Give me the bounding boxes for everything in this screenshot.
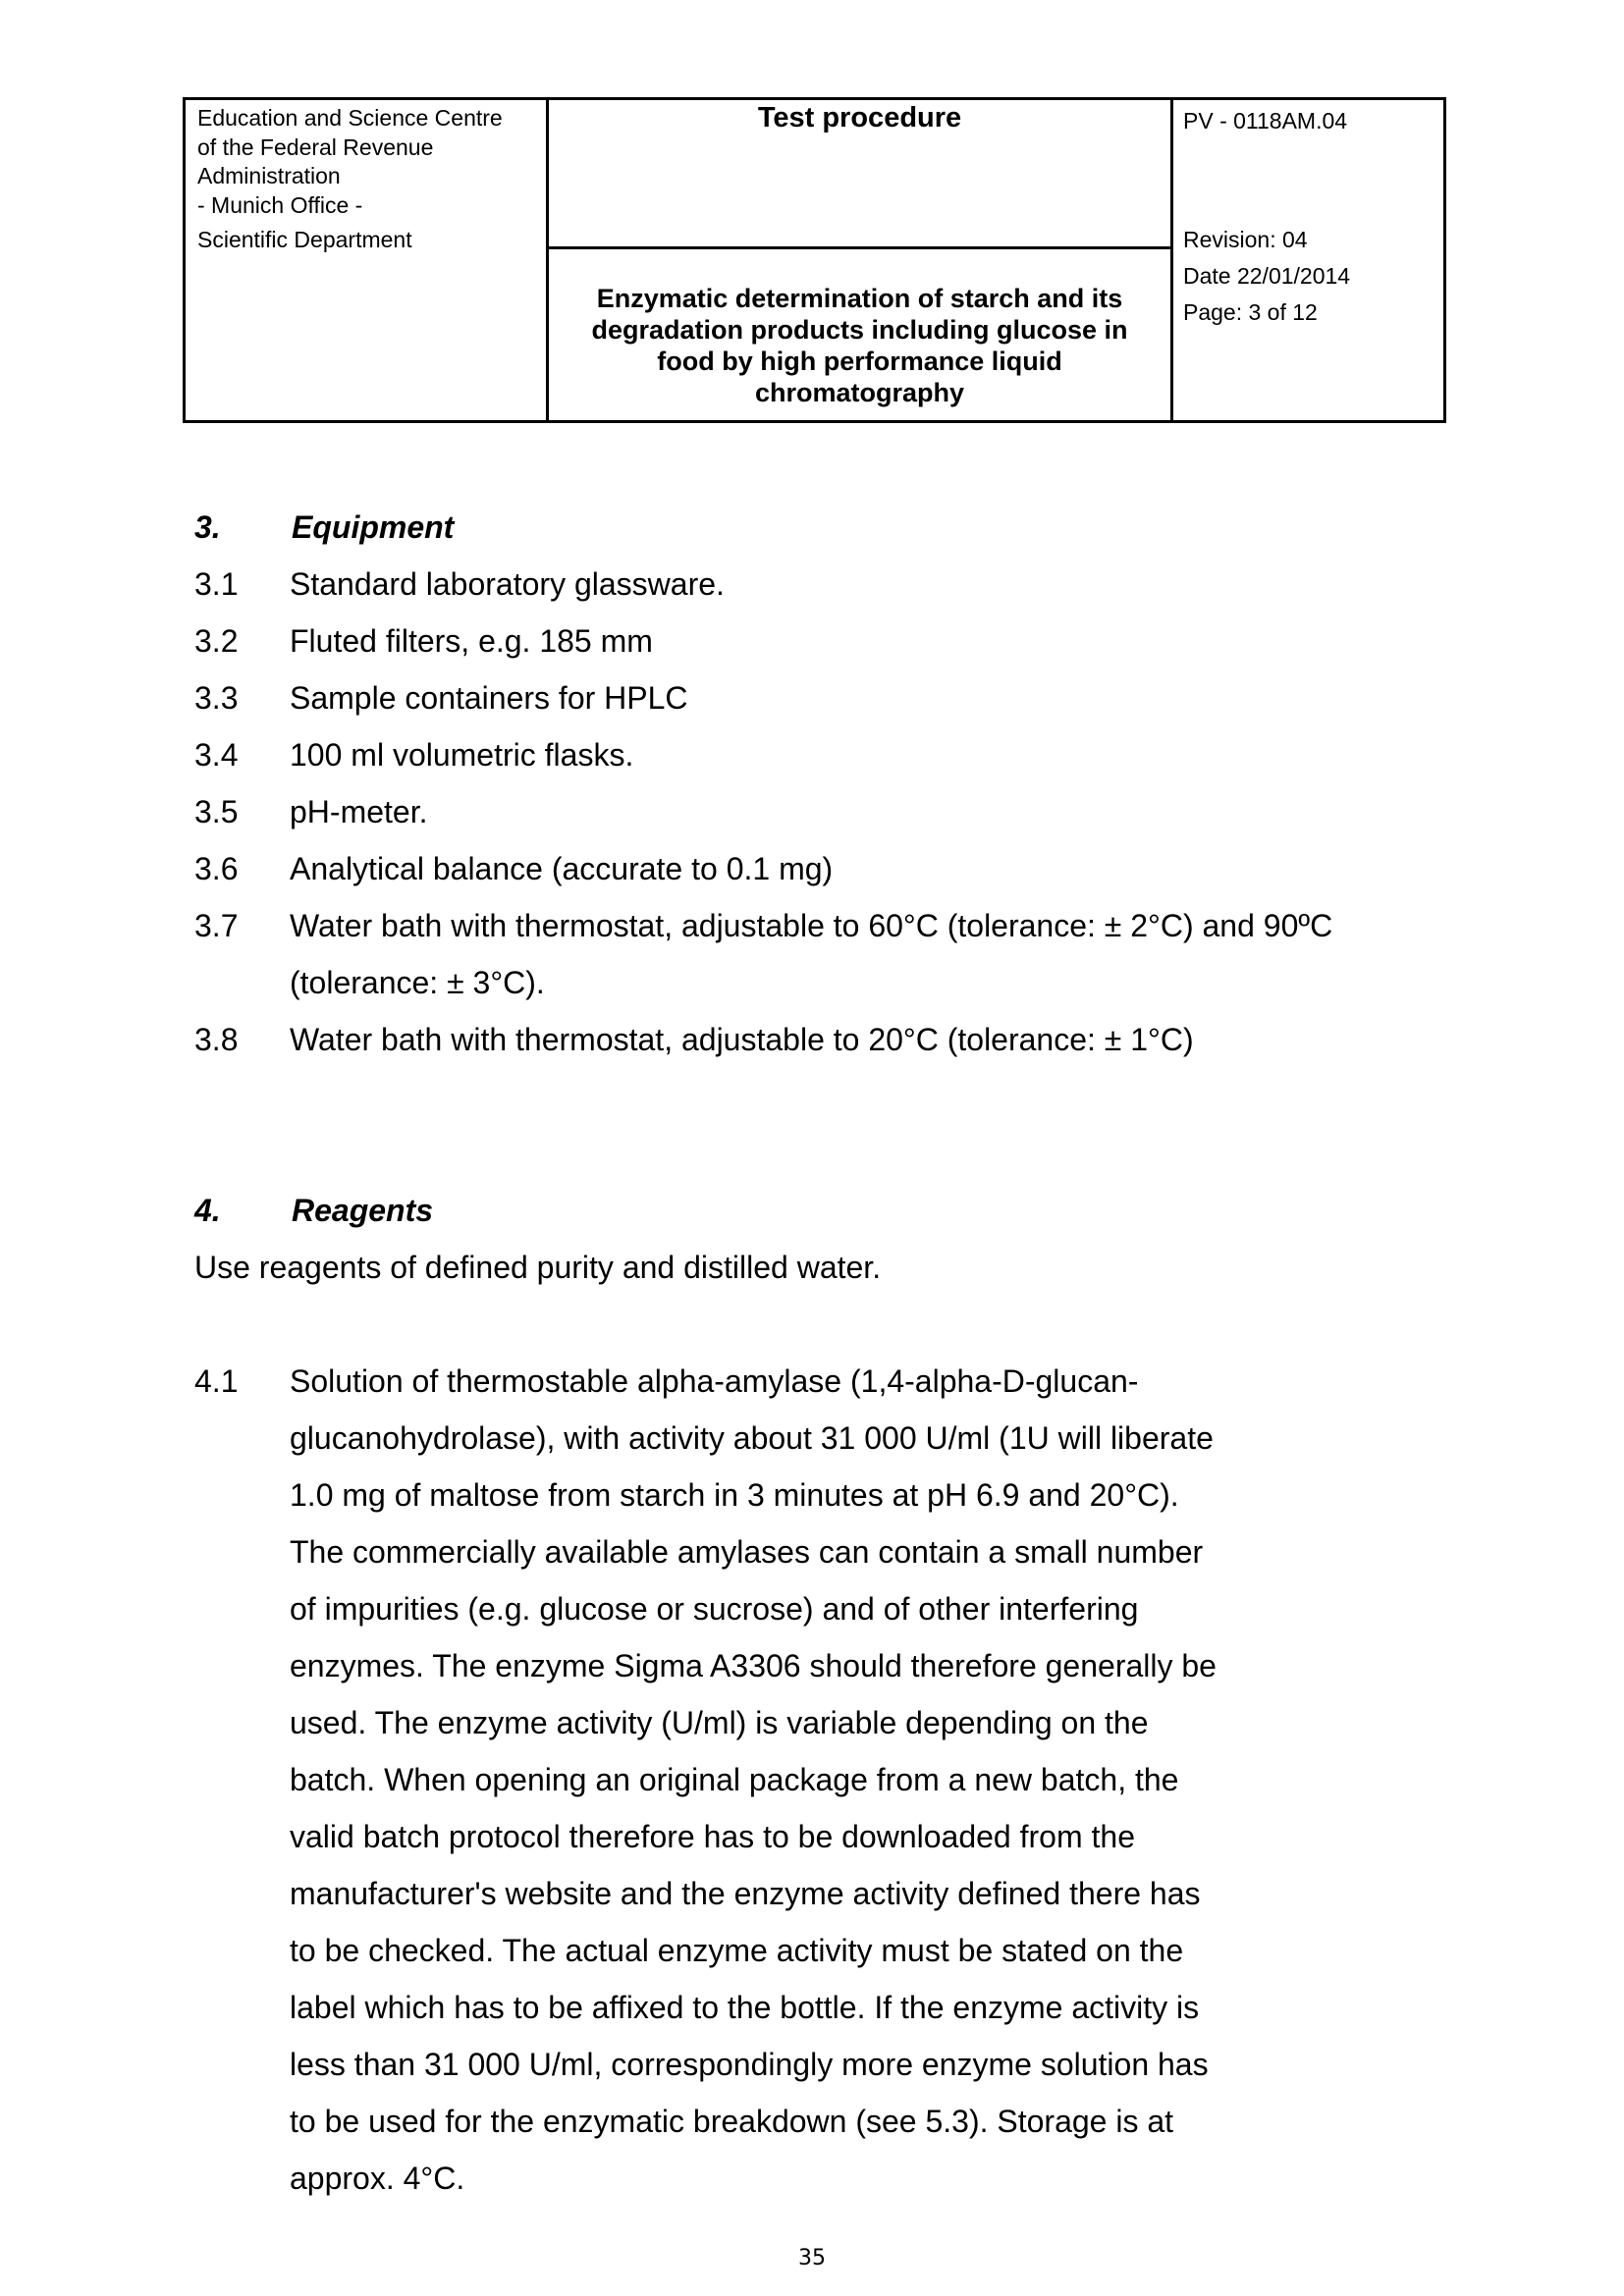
document-number: PV - 0118AM.04 (1183, 108, 1348, 133)
section-number: 3. (194, 509, 221, 545)
section-spacer (194, 1068, 1451, 1182)
organization-line: - Munich Office - (197, 191, 363, 218)
page-number: 35 (798, 2246, 826, 2270)
page-label: Page: 3 of 12 (1183, 299, 1318, 325)
document-meta-cell (1172, 99, 1445, 422)
item-text: Standard laboratory glassware. (290, 566, 725, 602)
list-item (194, 556, 1451, 613)
document-header-table (183, 97, 1446, 423)
item-number: 3.5 (194, 794, 239, 829)
section-number: 4. (194, 1193, 221, 1228)
item-text: Solution of thermostable alpha-amylase (1,4-alpha-D-glucan-glucanohydrolase), with activity about 31 000 U/ml (1U will liberate 1.0 mg of maltose from starch in 3 minutes at pH 6.9 and 20°C). The commercially available amylases can contain a small number of impurities (e.g. glucose or sucrose) and of other interfering enzymes. The enzyme Sigma A3306 should therefore generally be used. The enzyme activity (U/ml) is variable depending on the batch. When opening an original package from a new batch, the valid batch protocol therefore has to be downloaded from the manufacturer's website and the enzyme activity defined there has to be checked. The actual enzyme activity must be stated on the label which has to be affixed to the bottle. If the enzyme activity is less than 31 000 U/ml, correspondingly more enzyme solution has to be used for the enzymatic breakdown (see 5.3). Storage is at approx. 4°C. (290, 1363, 1217, 2196)
item-text: Fluted filters, e.g. 185 mm (290, 623, 653, 659)
item-number: 3.4 (194, 737, 239, 773)
item-number: 3.2 (194, 623, 239, 659)
item-number: 3.7 (194, 908, 239, 943)
list-item (194, 783, 1451, 840)
organization-cell (185, 99, 548, 422)
list-item (194, 840, 1451, 897)
item-text: 100 ml volumetric flasks. (290, 737, 634, 773)
item-text: Analytical balance (accurate to 0.1 mg) (290, 851, 834, 886)
section-title: Equipment (292, 509, 455, 545)
item-text: pH-meter. (290, 794, 428, 829)
subject-cell (548, 248, 1172, 422)
department-name: Scientific Department (197, 227, 412, 252)
item-text: Water bath with thermostat, adjustable to 60°C (tolerance: ± 2°C) and 90ºC (tolerance: ± 3°C). (290, 908, 1333, 1000)
section-heading-reagents (194, 1182, 1451, 1239)
list-item (194, 1353, 1451, 2207)
list-item (194, 726, 1451, 783)
section-intro: Use reagents of defined purity and distilled water. (194, 1250, 882, 1285)
item-number: 3.1 (194, 566, 239, 602)
section-spacer (194, 1296, 1451, 1353)
section-title: Reagents (292, 1193, 434, 1228)
item-text: Sample containers for HPLC (290, 680, 688, 716)
date-label: Date 22/01/2014 (1183, 263, 1351, 289)
organization-line: of the Federal Revenue (197, 133, 434, 160)
item-number: 3.6 (194, 851, 239, 886)
item-text: Water bath with thermostat, adjustable to 20°C (tolerance: ± 1°C) (290, 1022, 1194, 1057)
item-number: 4.1 (194, 1363, 239, 1399)
list-item (194, 1011, 1451, 1068)
document-type-cell (548, 99, 1172, 248)
list-item (194, 669, 1451, 726)
item-number: 3.8 (194, 1022, 239, 1057)
organization-line: Education and Science Centre (197, 105, 503, 131)
document-subject: Enzymatic determination of starch and its degradation products including glucose in food by high performance liquid chromatography (591, 284, 1128, 407)
revision-label: Revision: 04 (1183, 227, 1308, 252)
document-type: Test procedure (757, 102, 962, 133)
section-heading-equipment (194, 499, 1451, 556)
organization-line: Administration (197, 163, 341, 188)
item-number: 3.3 (194, 680, 239, 716)
list-item (194, 897, 1451, 1011)
list-item (194, 613, 1451, 669)
document-body (194, 499, 1451, 2207)
